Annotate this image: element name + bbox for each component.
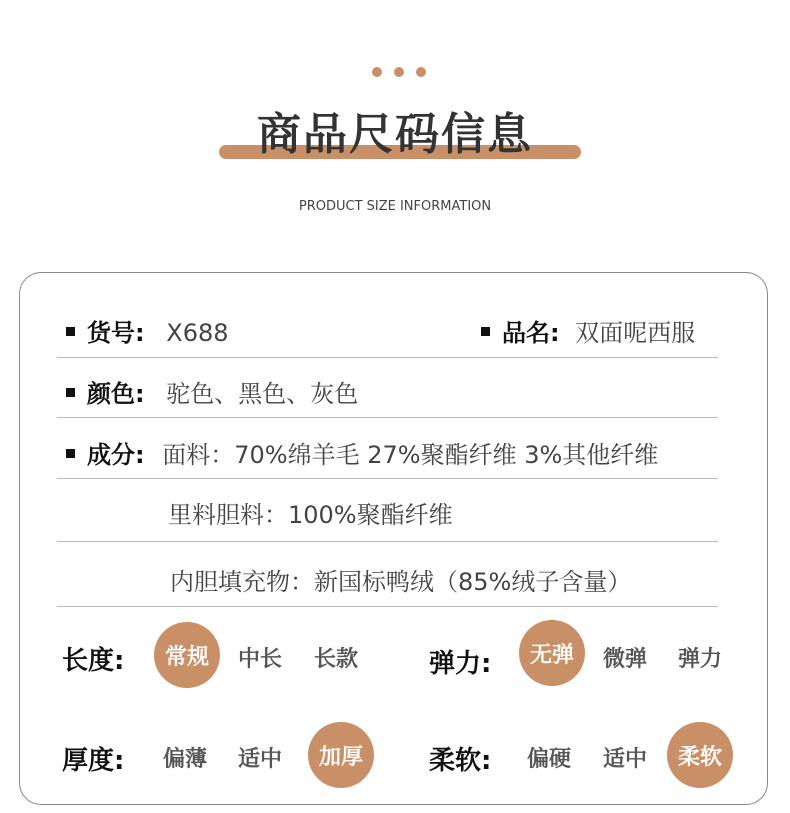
item-no-value: X688 (166, 319, 229, 347)
softness-option: 偏硬 (526, 747, 571, 772)
bullet-icon (481, 327, 490, 336)
decorative-dots (372, 67, 428, 79)
thickness-option-selected: 加厚 (308, 722, 374, 788)
length-option-selected: 常规 (154, 622, 220, 688)
softness-option: 适中 (602, 747, 647, 772)
info-card (19, 272, 768, 805)
elasticity-option: 微弹 (602, 647, 647, 672)
color-value: 驼色、黑色、灰色 (166, 380, 359, 408)
name-label: 品名: (502, 319, 560, 347)
length-label: 长度: (62, 646, 125, 676)
dot (372, 67, 382, 77)
composition-label: 成分: (87, 441, 145, 469)
bullet-icon (66, 388, 75, 397)
softness-option-selected: 柔软 (667, 722, 733, 788)
color-row (66, 374, 358, 409)
thickness-option: 偏薄 (162, 747, 207, 772)
elasticity-label: 弹力: (429, 649, 492, 679)
name-row (481, 313, 695, 348)
softness-label: 柔软: (429, 746, 492, 776)
thickness-label: 厚度: (62, 746, 125, 776)
item-no-row (66, 313, 229, 348)
dot (394, 67, 404, 77)
divider (57, 357, 718, 358)
bullet-icon (66, 327, 75, 336)
length-option: 中长 (237, 647, 282, 672)
bullet-icon (66, 449, 75, 458)
thickness-option: 适中 (237, 747, 282, 772)
composition-line3: 内胆填充物：新国标鸭绒（85%绒子含量） (170, 568, 632, 596)
elasticity-option: 弹力 (677, 647, 722, 672)
divider (57, 606, 718, 607)
item-no-label: 货号: (87, 319, 145, 347)
name-value: 双面呢西服 (575, 319, 696, 347)
page-subtitle: PRODUCT SIZE INFORMATION (298, 199, 492, 214)
divider (57, 417, 718, 418)
composition-line1: 面料：70%绵羊毛 27%聚酯纤维 3%其他纤维 (162, 441, 659, 469)
page-title: 商品尺码信息 (257, 109, 533, 160)
composition-line2: 里料胆料：100%聚酯纤维 (168, 501, 453, 529)
elasticity-option-selected: 无弹 (519, 620, 585, 686)
dot (416, 67, 426, 77)
color-label: 颜色: (87, 380, 145, 408)
divider (57, 478, 718, 479)
length-option: 长款 (313, 647, 358, 672)
divider (57, 541, 718, 542)
composition-row (66, 435, 658, 470)
